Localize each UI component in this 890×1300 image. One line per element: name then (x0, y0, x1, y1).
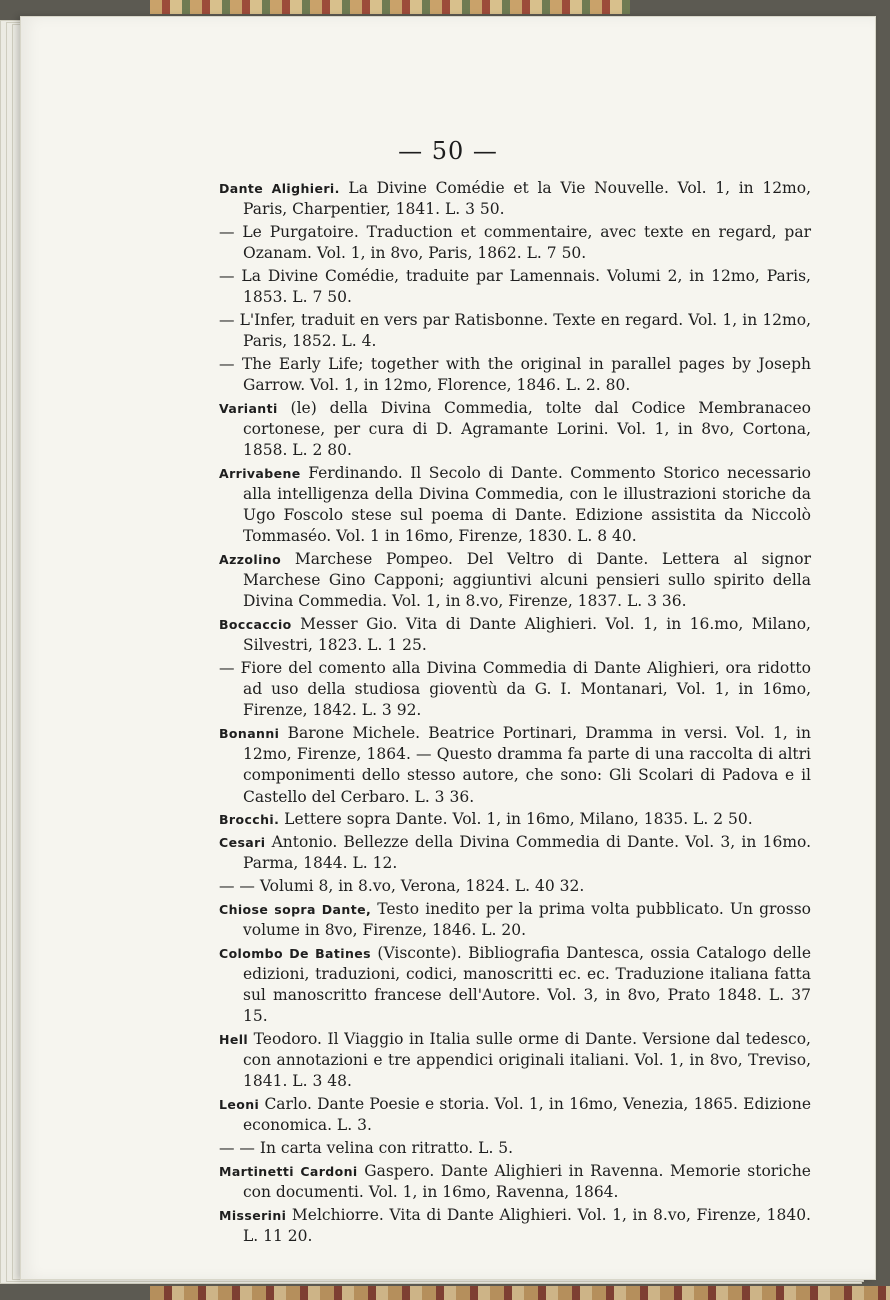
entry-text: Lettere sopra Dante. Vol. 1, in 16mo, Milano, 1835. L. 2 50. (279, 810, 753, 829)
bibliography-entry (219, 1138, 811, 1159)
entry-text: Carlo. Dante Poesie e storia. Vol. 1, in 16mo, Venezia, 1865. Edizione economica. L. 3. (243, 1095, 811, 1135)
page-number: — 50 — (398, 137, 498, 165)
binding-bottom (150, 1286, 890, 1300)
entry-text: Antonio. Bellezze della Divina Commedia di Dante. Vol. 3, in 16mo. Parma, 1844. L. 12. (243, 833, 811, 873)
bibliography-entry (219, 1094, 811, 1136)
bibliography-entry (219, 809, 811, 830)
entry-text: Gaspero. Dante Alighieri in Ravenna. Memorie storiche con documenti. Vol. 1, in 16mo, Ravenna, 1864. (243, 1161, 811, 1201)
entry-head: Varianti (219, 400, 278, 416)
bibliography-entry (219, 832, 811, 874)
entry-text: — Le Purgatoire. Traduction et commentaire, avec texte en regard, par Ozanam. Vol. 1, in 8vo, Paris, 1862. L. 7 50. (219, 222, 811, 263)
entry-head: Azzolino (219, 551, 282, 567)
entry-head: Dante Alighieri. (219, 181, 340, 196)
bibliography-entry (219, 943, 811, 1028)
book-page (20, 16, 876, 1280)
entry-text: Melchiorre. Vita di Dante Alighieri. Vol. 1, in 8.vo, Firenze, 1840. L. 11 20. (243, 1205, 811, 1245)
entry-head: Martinetti Cardoni (219, 1163, 358, 1179)
entry-text: La Divine Comédie et la Vie Nouvelle. Vol. 1, in 12mo, Paris, Charpentier, 1841. L. 3 50. (243, 179, 812, 219)
bibliography-entry (219, 899, 811, 941)
entry-text: Teodoro. Il Viaggio in Italia sulle orme di Dante. Versione dal tedesco, con annotazioni e tre appendici originali italiani. Vol. 1, in 8vo, Treviso, 1841. L. 3 48. (243, 1029, 811, 1091)
entry-text: — L'Infer, traduit en vers par Ratisbonne. Texte en regard. Vol. 1, in 12mo, Paris, 1852. L. 4. (219, 310, 811, 350)
bibliography-entry (219, 398, 811, 462)
bibliography-entry (219, 463, 811, 548)
entry-text: — The Early Life; together with the original in parallel pages by Joseph Garrow. Vol. 1, in 12mo, Florence, 1846. L. 2. 80. (219, 354, 811, 394)
entry-text: — — Volumi 8, in 8.vo, Verona, 1824. L. 40 32. (219, 877, 585, 895)
entry-text: Marchese Pompeo. Del Veltro di Dante. Lettera al signor Marchese Gino Capponi; aggiuntivi alcuni pensieri sullo spirito della Divina Commedia. Vol. 1, in 8.vo, Firenze, 1837. L. 3 36. (243, 549, 811, 611)
entry-text: (le) della Divina Commedia, tolte dal Codice Membranaceo cortonese, per cura di D. Agramante Lorini. Vol. 1, in 8vo, Cortona, 1858. L. 2 80. (243, 398, 811, 459)
entry-text: — La Divine Comédie, traduite par Lamennais. Volumi 2, in 12mo, Paris, 1853. L. 7 50. (219, 266, 811, 307)
entry-head: Leoni (219, 1097, 260, 1113)
entry-head: Hell (219, 1031, 249, 1047)
bibliography-entry (219, 723, 811, 808)
bibliography-entry (219, 1161, 811, 1203)
entry-head: Bonanni (219, 726, 280, 742)
entry-text: Barone Michele. Beatrice Portinari, Dramma in versi. Vol. 1, in 12mo, Firenze, 1864. — Questo dramma fa parte di una raccolta di altri componimenti dello stesso autore, che sono: Gli Scolari di Padova e il Castello del Cerbaro. L. 3 36. (243, 724, 811, 806)
entry-head: Brocchi. (219, 812, 280, 828)
entry-text: Messer Gio. Vita di Dante Alighieri. Vol. 1, in 16.mo, Milano, Silvestri, 1823. L. 1 25. (243, 615, 811, 655)
entry-head: Boccaccio (219, 617, 292, 633)
entry-head: Cesari (219, 835, 266, 851)
bibliography-entry (219, 658, 811, 722)
bibliography-entry (219, 1029, 811, 1093)
bibliography-entry (219, 876, 811, 897)
bibliography-entry (219, 222, 811, 264)
bibliography-entry (219, 614, 811, 656)
entry-head: Misserini (219, 1207, 287, 1223)
entry-text: Ferdinando. Il Secolo di Dante. Commento Storico necessario alla intelligenza della Divina Commedia, con le illustrazioni storiche da Ugo Foscolo stese sul poema di Dante. Edizione assistita da Niccolò Tommaséo. Vol. 1 in 16mo, Firenze, 1830. L. 8 40. (243, 463, 811, 546)
bibliography-entry (219, 266, 811, 308)
bibliography-entry (219, 1205, 811, 1247)
bibliography-list (219, 178, 811, 1248)
entry-head: Colombo De Batines (219, 945, 371, 961)
entry-head: Chiose sopra Dante, (219, 901, 372, 917)
entry-text: — Fiore del comento alla Divina Commedia di Dante Alighieri, ora ridotto ad uso della studiosa gioventù da G. I. Montanari, Vol. 1, in 16mo, Firenze, 1842. L. 3 92. (219, 658, 811, 720)
bibliography-entry (219, 549, 811, 613)
bibliography-entry (219, 310, 811, 352)
bibliography-entry (219, 178, 811, 220)
entry-head: Arrivabene (219, 465, 301, 481)
entry-text: (Visconte). Bibliografia Dantesca, ossia Catalogo delle edizioni, traduzioni, codici, manoscritti ec. ec. Traduzione italiana fatta sul manoscritto francese dell'Autore. Vol. 3, in 8vo, Prato 1848. L. 37 15. (243, 943, 811, 1026)
binding-top (150, 0, 630, 14)
bibliography-entry (219, 354, 811, 396)
entry-text: — — In carta velina con ritratto. L. 5. (219, 1138, 514, 1157)
entry-text: Testo inedito per la prima volta pubblicato. Un grosso volume in 8vo, Firenze, 1846. L. 20. (243, 899, 811, 939)
